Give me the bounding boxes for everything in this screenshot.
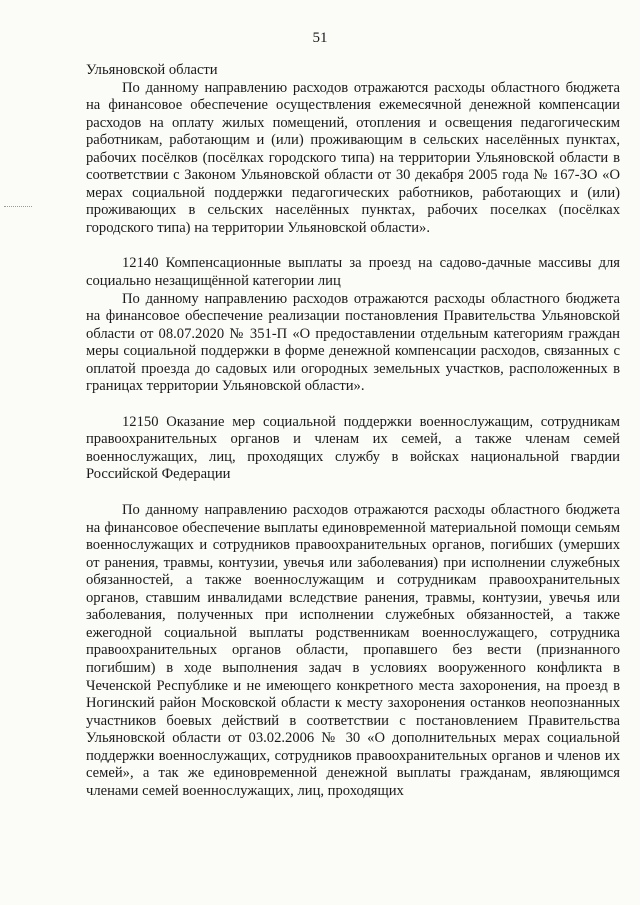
scan-artifact	[4, 206, 32, 208]
paragraph-gap	[86, 237, 620, 255]
paragraph-body: По данному направлению расходов отражаются расходы областного бюджета на финансовое обеспечение осуществления ежемесячной денежной компенсации расходов на оплату жилых помещений, отопления и освещения педагогическим работникам, работающим и (или) проживающим в сельских населённых пунктах, рабочих посёлков (посёлках городского типа) на территории Ульяновской области в соответствии с Законом Ульяновской области от 30 декабря 2005 года № 167-ЗО «О мерах социальной поддержки педагогических работников, работающих и (или) проживающих в сельских населённых пунктах, рабочих поселках (посёлках городского типа) на территории Ульяновской области».	[86, 79, 620, 236]
paragraph-body: По данному направлению расходов отражаются расходы областного бюджета на финансовое обеспечение выплаты единовременной материальной помощи семьям военнослужащих и сотрудников правоохранительных органов, погибших (умерших от ранения, травмы, контузии, увечья или заболевания) при исполнении служебных обязанностей, а также военнослужащим и сотрудникам правоохранительных органов, ставшим инвалидами вследствие ранения, травмы, контузии, увечья или заболевания, полученных при исполнении служебных обязанностей, а также ежегодной социальной выплаты родственникам военнослужащего, сотрудника правоохранительных органов области, пропавшего без вести (признанного погибшим) в ходе выполнения задач в условиях вооруженного конфликта в Чеченской Республике и не имеющего конкретного места захоронения, на проезд в Ногинский район Московской области к месту захоронения останков неопознанных участников боевых действий в соответствии с постановлением Правительства Ульяновской области от 03.02.2006 № 30 «О дополнительных мерах социальной поддержки военнослужащих, сотрудников правоохранительных органов и членов их семей», а так же единовременной денежной выплаты гражданам, являющимся членами семей военнослужащих, лиц, проходящих	[86, 502, 620, 799]
paragraph-continuation: Ульяновской области	[86, 62, 218, 78]
section-heading-12140: 12140 Компенсационные выплаты за проезд на садово-дачные массивы для социально незащищённой категории лиц	[86, 255, 620, 290]
document-body	[86, 62, 620, 800]
paragraph-body: По данному направлению расходов отражаются расходы областного бюджета на финансовое обеспечение реализации постановления Правительства Ульяновской области от 08.07.2020 № 351-П «О предоставлении отдельным категориям граждан меры социальной поддержки в форме денежной компенсации расходов, связанных с оплатой проезда до садовых или огородных земельных участков, расположенных в границах территории Ульяновской области».	[86, 290, 620, 395]
paragraph-gap	[86, 396, 620, 414]
page-number: 51	[312, 30, 328, 46]
section-heading-12150: 12150 Оказание мер социальной поддержки военнослужащим, сотрудникам правоохранительных органов и членам их семей, а также членам семей военнослужащих, лиц, проходящих службу в войсках национальной гвардии Российской Федерации	[86, 413, 620, 483]
paragraph-gap	[86, 484, 620, 502]
